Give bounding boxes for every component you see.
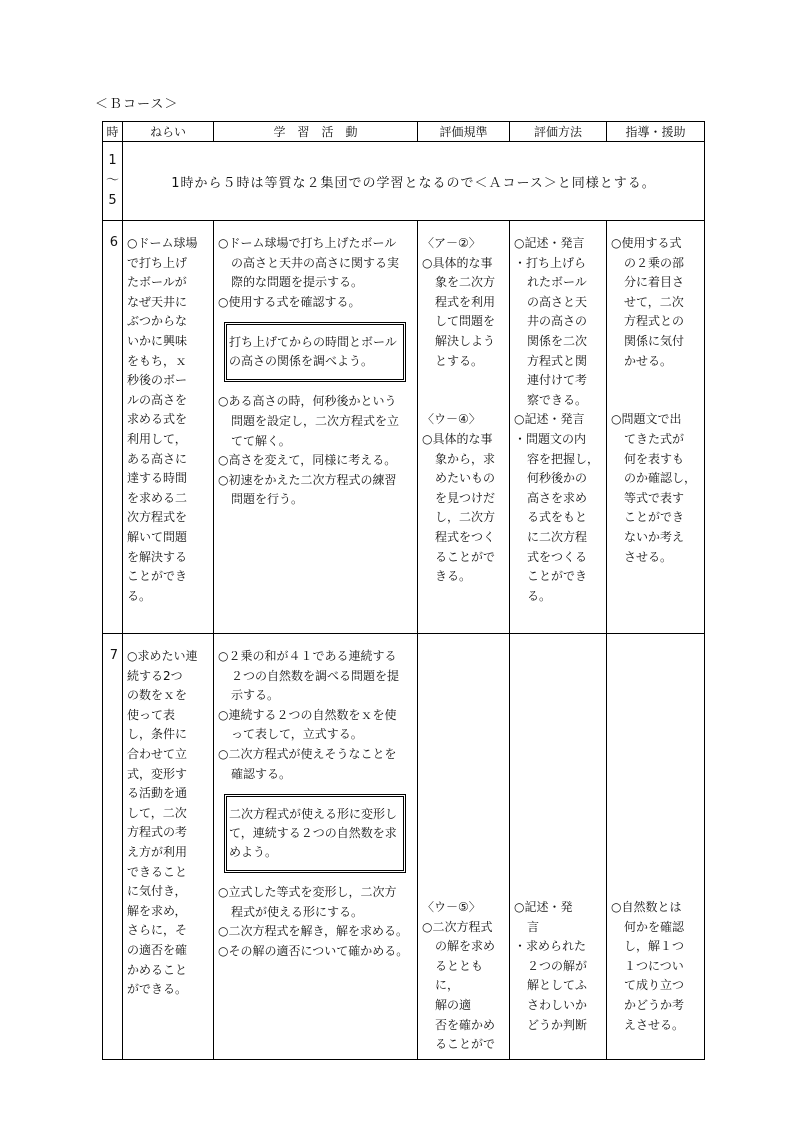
text-line: 使って表: [127, 707, 176, 722]
text-line: 連付けて考: [527, 373, 588, 388]
activity-cell-7: [214, 634, 418, 1060]
text-line: の２乗の部: [624, 255, 685, 270]
hour-5: 5: [108, 193, 117, 208]
text-line: 問題を設定し，二次方程式を立: [231, 413, 400, 428]
text-line: ・打ち上げら: [514, 255, 587, 270]
text-line: に二次方程: [527, 529, 588, 544]
text-line: の解を求め: [435, 939, 496, 954]
text-line: ○使用する式を確認する。: [218, 294, 361, 309]
text-line: ないか考え: [624, 529, 685, 544]
text-line: ○連続する２つの自然数をｘを使: [218, 707, 397, 722]
text-line: ○具体的な事: [422, 255, 493, 270]
text-line: ○高さを変えて，同様に考える。: [218, 453, 397, 468]
text-line: る。: [127, 588, 152, 603]
text-line: てきた式が: [624, 431, 685, 446]
method-cell-6: [510, 221, 607, 634]
aim-text-6: [123, 221, 213, 610]
text-line: 程式をつく: [435, 529, 496, 544]
text-line: 二次方程式が使える形に変形し: [229, 807, 398, 822]
hour-6: 6: [103, 221, 123, 634]
text-line: 否を確かめ: [435, 1017, 496, 1032]
guidance-cell-6: [607, 221, 705, 634]
text-line: 利用して，: [127, 431, 187, 446]
text-line: ことができ: [127, 569, 188, 584]
text-line: ぶつからな: [127, 314, 188, 329]
text-line: 象から，求: [435, 451, 496, 466]
header-criteria: 評価規準: [418, 122, 510, 142]
text-line: ができる。: [127, 982, 188, 997]
text-line: ○２乗の和が４１である連続する: [218, 649, 397, 663]
text-line: の適否を確: [127, 942, 188, 957]
text-line: れたボール: [527, 275, 587, 290]
header-hour: 時: [103, 122, 123, 142]
text-line: ○自然数とは: [611, 900, 682, 914]
text-line: 〈ウ－④〉: [422, 412, 481, 427]
text-line: で打ち上げ: [127, 255, 188, 270]
header-guidance: 指導・援助: [607, 122, 705, 142]
text-line: どうか判断: [527, 1017, 588, 1032]
text-line: させる。: [624, 549, 673, 564]
text-line: せて，二次: [624, 294, 684, 309]
text-line: し，解１つ: [624, 939, 685, 954]
text-line: ２つの自然数を調べる問題を提: [231, 668, 400, 683]
text-line: 達する時間: [127, 471, 188, 486]
text-line: し，条件に: [127, 727, 188, 742]
hour-cell-1-5: [103, 142, 123, 221]
text-line: して問題を: [435, 314, 496, 329]
lesson-plan-table: [102, 121, 705, 1060]
text-line: ○具体的な事: [422, 431, 493, 446]
text-line: の高さと天: [527, 294, 588, 309]
text-line: 解の適: [435, 997, 472, 1012]
text-line: る式をもと: [527, 510, 588, 525]
text-line: 何を表すも: [624, 451, 685, 466]
text-line: 程式が使える形にする。: [231, 904, 364, 919]
guidance-a-6: [611, 234, 701, 371]
text-line: 求める式を: [127, 412, 188, 427]
text-line: ○記述・発: [514, 900, 573, 914]
method-a-6: [514, 234, 603, 410]
text-line: めたいもの: [435, 471, 496, 486]
text-line: 何かを確認: [624, 919, 685, 934]
text-line: ることがで: [435, 1037, 496, 1052]
text-line: かめること: [127, 962, 188, 977]
text-line: できること: [127, 864, 188, 879]
text-line: に気付き，: [127, 884, 187, 899]
text-line: るとともに，: [435, 958, 484, 993]
text-line: 〈ウ－⑤〉: [422, 900, 481, 914]
text-line: 秒後のボー: [127, 373, 188, 388]
text-line: 等式で表す: [624, 490, 685, 505]
header-row: [103, 122, 705, 142]
activity-bottom-6: [218, 392, 414, 510]
text-line: 示する。: [231, 688, 280, 703]
text-line: を求める二: [127, 490, 188, 505]
text-line: ・問題文の内: [514, 431, 587, 446]
text-line: 高さを求め: [527, 490, 588, 505]
text-line: の高さの関係を調べよう。: [229, 354, 374, 369]
header-method: 評価方法: [510, 122, 607, 142]
text-line: めよう。: [229, 845, 278, 860]
text-line: ○その解の適否について確かめる。: [218, 943, 409, 958]
row-hour-6: [103, 221, 705, 634]
criteria-cell-7: [418, 634, 510, 1060]
text-line: 容を把握し，: [527, 451, 600, 466]
text-line: る。: [527, 588, 552, 603]
text-line: 式，変形す: [127, 766, 188, 781]
guidance-7: [611, 898, 701, 1035]
text-line: の数をｘを: [127, 688, 188, 703]
text-line: 関係に気付: [624, 333, 685, 348]
text-line: をもち，ｘ: [127, 353, 188, 368]
text-line: えさせる。: [624, 1017, 685, 1032]
hour-1: 1: [108, 153, 117, 168]
activity-cell-6: [214, 221, 418, 634]
criteria-cell-6: [418, 221, 510, 634]
text-line: とする。: [435, 353, 484, 368]
text-line: ○ある高さの時，何秒後かという: [218, 394, 397, 409]
text-line: ○使用する式: [611, 236, 682, 250]
text-line: きる。: [435, 569, 472, 584]
text-line: 解を求め，: [127, 903, 187, 918]
row-hours-1-5: [103, 142, 705, 221]
text-line: て成り立つ: [624, 978, 685, 993]
text-line: さわしいか: [527, 997, 588, 1012]
text-line: 井の高さの: [527, 314, 588, 329]
text-line: １つについ: [624, 958, 684, 973]
text-line: 解としてふ: [527, 978, 588, 993]
text-line: ○記述・発言: [514, 236, 585, 250]
criteria-a-6: [422, 234, 506, 371]
row-hour-7: [103, 634, 705, 1060]
text-line: のか確認し，: [624, 471, 697, 486]
text-line: って表して，立式する。: [231, 727, 363, 742]
text-line: ○二次方程式を解き，解を求める。: [218, 924, 408, 939]
aim-cell-6: [123, 221, 214, 634]
text-line: 際的な問題を提示する。: [231, 275, 364, 290]
text-line: 確認する。: [231, 766, 292, 781]
text-line: 方程式と関: [527, 353, 588, 368]
text-line: 方程式の考: [127, 825, 188, 840]
aim-cell-7: [123, 634, 214, 1060]
text-line: 程式を利用: [435, 294, 496, 309]
text-line: 解いて問題: [127, 529, 188, 544]
text-line: 打ち上げてからの時間とボール: [229, 335, 397, 350]
header-aim: ねらい: [123, 122, 214, 142]
text-line: 式をつくる: [527, 549, 588, 564]
activity-box-6: [224, 322, 406, 382]
activity-top-7: [218, 647, 414, 784]
text-line: ２つの解が: [527, 958, 588, 973]
text-line: 問題を行う。: [231, 492, 304, 507]
text-line: して，二次: [127, 805, 187, 820]
text-line: 解決しよう: [435, 333, 496, 348]
guidance-b-6: [611, 410, 701, 567]
activity-box-7: [224, 794, 406, 873]
header-activity: 学 習 活 動: [214, 122, 418, 142]
aim-text-7: [123, 634, 213, 1004]
hour-tilde: ～: [105, 173, 119, 188]
activity-bottom-7: [218, 883, 414, 961]
text-line: ある高さに: [127, 451, 188, 466]
text-line: ○問題文で出: [611, 412, 682, 427]
text-line: ・求められた: [514, 939, 587, 954]
text-line: ○求めたい連: [127, 649, 198, 663]
text-line: てて解く。: [231, 433, 291, 448]
text-line: さらに，そ: [127, 923, 188, 938]
text-line: ことができ: [527, 569, 588, 584]
text-line: ○立式した等式を変形し，二次方: [218, 885, 397, 900]
text-line: たボールが: [127, 275, 187, 290]
text-line: る活動を通: [127, 786, 188, 801]
text-line: かどうか考: [624, 997, 685, 1012]
text-line: 何秒後かの: [527, 471, 588, 486]
text-line: 分に着目さ: [624, 275, 685, 290]
text-line: て，連続する２つの自然数を求: [229, 826, 397, 841]
text-line: 関係を二次: [527, 333, 588, 348]
text-line: え方が利用: [127, 844, 188, 859]
text-line: かせる。: [624, 353, 673, 368]
hour-7: 7: [103, 634, 123, 1060]
text-line: ○二次方程式が使えそうなことを: [218, 746, 397, 761]
text-line: ことができ: [624, 510, 685, 525]
text-line: ルの高さを: [127, 392, 188, 407]
text-line: ○記述・発言: [514, 412, 585, 427]
text-line: 合わせて立: [127, 746, 188, 761]
text-line: 象を二次方: [435, 275, 496, 290]
text-line: ることがで: [435, 549, 496, 564]
text-line: 察できる。: [527, 392, 588, 407]
activity-top-6: [218, 234, 414, 312]
method-7: [514, 898, 603, 1035]
text-line: を解決する: [127, 549, 188, 564]
text-line: し，二次方: [435, 510, 496, 525]
text-line: 次方程式を: [127, 510, 188, 525]
text-line: 言: [527, 919, 540, 934]
criteria-7: [422, 898, 506, 1055]
criteria-b-6: [422, 410, 506, 586]
merged-note: 1時から５時は等質な２集団での学習となるので＜Ａコース＞と同様とする。: [123, 142, 705, 221]
text-line: 方程式との: [624, 314, 685, 329]
text-line: ○ドーム球場: [127, 236, 198, 250]
text-line: いかに興味: [127, 333, 188, 348]
text-line: 〈ア－②〉: [422, 236, 481, 250]
method-cell-7: [510, 634, 607, 1060]
guidance-cell-7: [607, 634, 705, 1060]
text-line: なぜ天井に: [127, 294, 188, 309]
course-title: ＜Ｂコース＞: [95, 97, 179, 112]
text-line: 続する2つ: [127, 668, 183, 683]
method-b-6: [514, 410, 603, 606]
text-line: を見つけだ: [435, 490, 496, 505]
text-line: の高さと天井の高さに関する実: [231, 255, 400, 270]
text-line: ○初速をかえた二次方程式の練習: [218, 472, 397, 487]
text-line: ○ドーム球場で打ち上げたボール: [218, 236, 397, 250]
text-line: ○二次方程式: [422, 919, 493, 934]
